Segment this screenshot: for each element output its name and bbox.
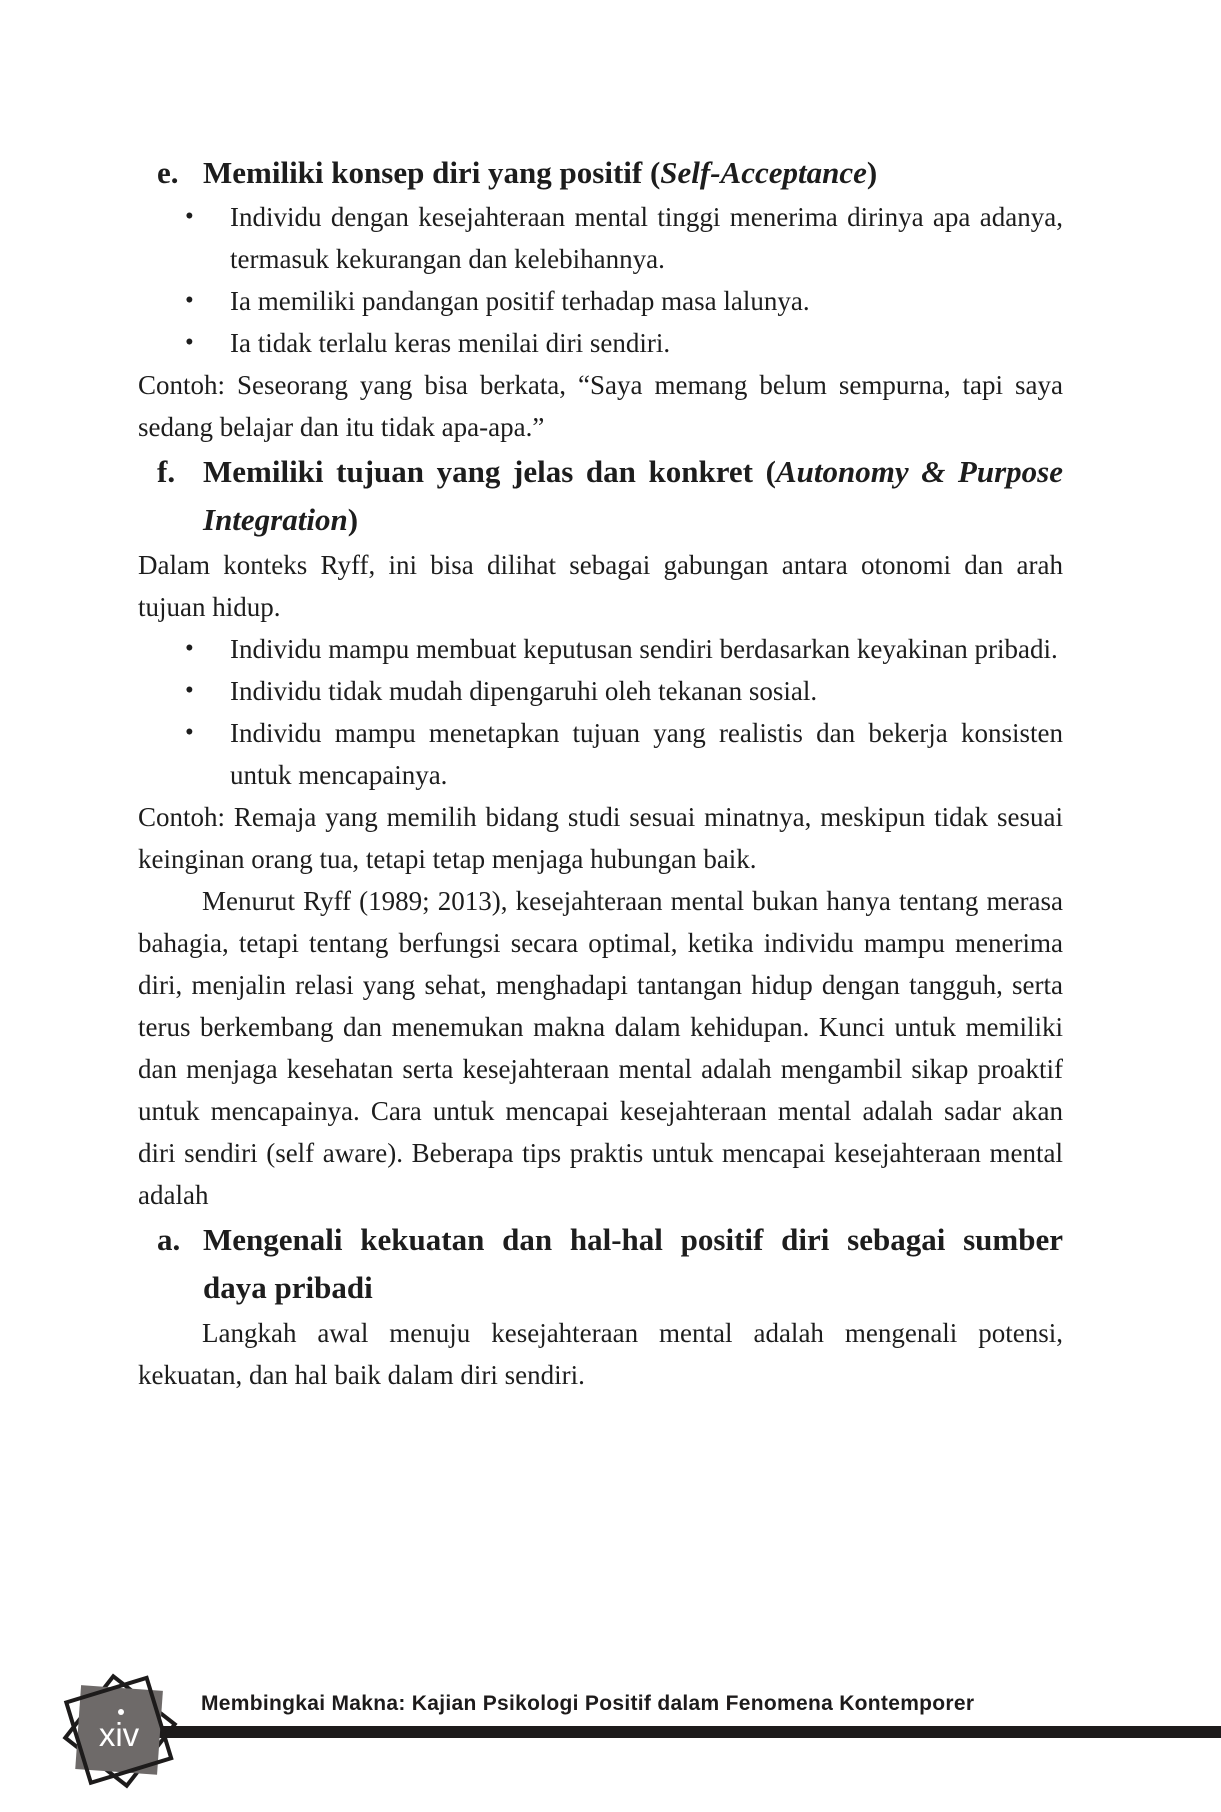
section-e-title	[203, 150, 1063, 196]
section-e-example: Contoh: Seseorang yang bisa berkata, “Saya memang belum sempurna, tapi saya sedang belajar dan itu tidak apa-apa.”	[138, 370, 1063, 442]
badge-dot	[118, 1709, 124, 1715]
list-item	[138, 712, 1063, 796]
section-f-title-italic: Autonomy & Purpose Integration	[203, 454, 1063, 537]
section-a-title: Mengenali kekuatan dan hal-hal positif diri sebagai sumber daya pribadi	[203, 1222, 1063, 1305]
list-item	[138, 196, 1063, 280]
section-e-bullet-list	[138, 196, 1063, 364]
list-item-text: Individu tidak mudah dipengaruhi oleh tekanan sosial.	[230, 676, 818, 706]
paragraph-langkah: Langkah awal menuju kesejahteraan mental adalah mengenali potensi, kekuatan, dan hal baik dalam diri sendiri.	[138, 1318, 1063, 1390]
section-f-title-close: )	[347, 502, 359, 537]
list-item	[138, 628, 1063, 670]
section-f-title	[203, 448, 1063, 544]
section-e-title-plain: Memiliki konsep diri yang positif (	[203, 155, 661, 190]
bullet-icon: •	[185, 719, 194, 746]
list-item	[138, 670, 1063, 712]
bullet-icon: •	[185, 329, 194, 356]
section-e	[138, 150, 1063, 448]
section-f-bullet-list	[138, 628, 1063, 796]
list-item-text: Ia memiliki pandangan positif terhadap masa lalunya.	[230, 286, 810, 316]
list-item	[138, 322, 1063, 364]
list-item	[138, 280, 1063, 322]
section-a-number: a.	[157, 1222, 181, 1257]
bullet-icon: •	[185, 635, 194, 662]
section-f-heading	[138, 448, 1063, 544]
page-badge-icon	[50, 1660, 190, 1802]
bullet-icon: •	[185, 203, 194, 230]
section-f	[138, 448, 1063, 880]
section-e-heading	[138, 150, 1063, 196]
bullet-icon: •	[185, 287, 194, 314]
section-f-example: Contoh: Remaja yang memilih bidang studi sesuai minatnya, meskipun tidak sesuai keinginan orang tua, tetapi tetap menjaga hubungan baik.	[138, 802, 1063, 874]
list-item-text: Individu dengan kesejahteraan mental tinggi menerima dirinya apa adanya, termasuk kekurangan dan kelebihannya.	[230, 202, 1063, 274]
section-e-title-close: )	[866, 155, 878, 190]
paragraph-ryff: Menurut Ryff (1989; 2013), kesejahteraan mental bukan hanya tentang merasa bahagia, tetapi tentang berfungsi secara optimal, ketika individu mampu menerima diri, menjalin relasi yang sehat, menghadapi tantangan hidup dengan tangguh, serta terus berkembang dan menemukan makna dalam kehidupan. Kunci untuk memiliki dan menjaga kesehatan serta kesejahteraan mental adalah mengambil sikap proaktif untuk mencapainya. Cara untuk mencapai kesejahteraan mental adalah sadar akan diri sendiri (self aware). Beberapa tips praktis untuk mencapai kesejahteraan mental adalah	[138, 886, 1063, 1210]
section-a-heading	[138, 1216, 1063, 1312]
section-f-title-plain: Memiliki tujuan yang jelas dan konkret (	[203, 454, 776, 489]
footer-book-title: Membingkai Makna: Kajian Psikologi Positif dalam Fenomena Kontemporer	[201, 1692, 975, 1715]
bullet-icon: •	[185, 677, 194, 704]
footer-page-number: xiv	[98, 1716, 140, 1753]
section-a	[138, 1216, 1063, 1396]
section-f-intro: Dalam konteks Ryff, ini bisa dilihat sebagai gabungan antara otonomi dan arah tujuan hidup.	[138, 550, 1063, 622]
footer-rule	[128, 1726, 1221, 1738]
section-e-title-italic: Self-Acceptance	[660, 155, 867, 190]
section-f-number: f.	[157, 454, 176, 489]
list-item-text: Individu mampu membuat keputusan sendiri berdasarkan keyakinan pribadi.	[230, 634, 1058, 664]
list-item-text: Ia tidak terlalu keras menilai diri sendiri.	[230, 328, 671, 358]
list-item-text: Individu mampu menetapkan tujuan yang realistis dan bekerja konsisten untuk mencapainya.	[230, 718, 1063, 790]
page-content	[138, 150, 1063, 1396]
section-e-number: e.	[157, 155, 179, 190]
